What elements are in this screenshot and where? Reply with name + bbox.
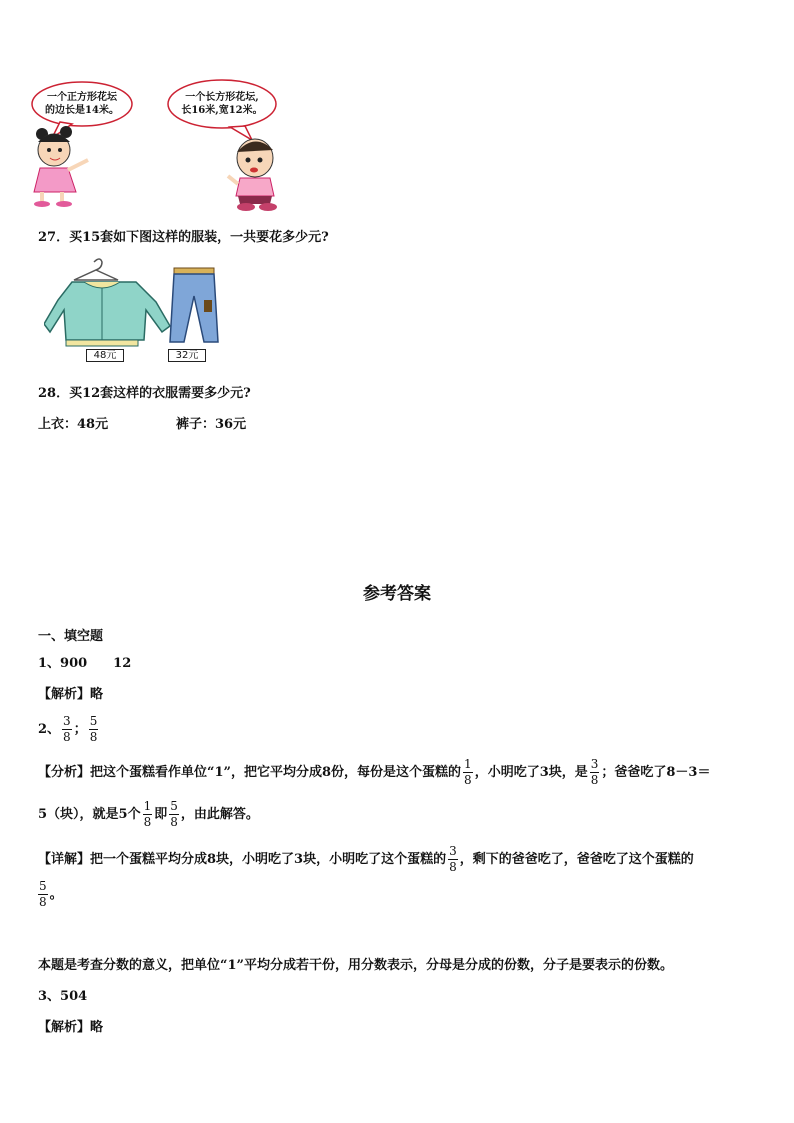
pants-icon xyxy=(170,268,218,342)
answer-2-fenxi-line-2: 5（块），就是5个 $\frac{1}{8}$ 即 $\frac{5}{8}$ ，由此解答。 xyxy=(38,799,259,830)
fraction-3-8: $\frac{3}{8}$ xyxy=(590,757,599,788)
jacket-price-tag: 48元 xyxy=(86,349,124,362)
fraction-1-8: $\frac{1}{8}$ xyxy=(464,757,472,788)
fraction-3-8: $\frac{3}{8}$ xyxy=(449,844,457,875)
girl-figure xyxy=(34,126,88,207)
answer-3-analysis: 【解析】略 xyxy=(38,1020,104,1035)
boy-speech-text xyxy=(172,91,272,117)
girl-speech-line-1: 一个正方形花坛 xyxy=(47,92,117,103)
boy-speech-line-1: 一个长方形花坛, xyxy=(185,92,259,103)
fraction-5-8: $\frac{5}{8}$ xyxy=(89,714,98,745)
answer-2 xyxy=(38,715,100,744)
answer-3: 3、504 xyxy=(38,989,88,1004)
answer-2-summary: 本题是考查分数的意义，把单位“1”平均分成若干份，用分数表示，分母是分成的份数，分子是要表示的份数。 xyxy=(38,958,674,973)
girl-speech-line-2: 的边长是14米。 xyxy=(45,105,119,116)
girl-speech-text xyxy=(36,91,128,117)
answer-2-label: 2、 xyxy=(38,722,61,738)
fraction-1-8: $\frac{1}{8}$ xyxy=(143,799,152,830)
section-fill-blank: 一、填空题 xyxy=(38,629,104,644)
answers-title: 参考答案 xyxy=(363,584,431,604)
fraction-5-8: $\frac{5}{8}$ xyxy=(39,879,47,910)
pants-price-tag: 32元 xyxy=(168,349,206,362)
clothing-illustration xyxy=(44,256,224,368)
jacket-price: 上衣：48元 xyxy=(38,417,109,432)
answer-1: 1、900 12 xyxy=(38,656,132,671)
fraction-3-8: $\frac{3}{8}$ xyxy=(63,714,71,745)
hanger-icon xyxy=(74,259,118,280)
question-28: 28．买12套这样的衣服需要多少元? xyxy=(38,386,251,401)
question-27: 27．买15套如下图这样的服装，一共要花多少元? xyxy=(38,230,329,245)
answer-2-xiangjie-line-1: 【详解】把一个蛋糕平均分成8块，小明吃了3块，小明吃了这个蛋糕的 $\frac{3}{8}$ ，剩下的爸爸吃了，爸爸吃了这个蛋糕的 xyxy=(38,844,694,875)
answer-1-analysis: 【解析】略 xyxy=(38,687,104,702)
answer-2-separator: ； xyxy=(73,722,87,738)
jacket-icon xyxy=(44,282,170,346)
fraction-5-8: $\frac{5}{8}$ xyxy=(170,799,178,830)
flowerbed-illustration xyxy=(30,76,290,216)
answer-2-fenxi-line-1: 【分析】把这个蛋糕看作单位“1”，把它平均分成8份，每份是这个蛋糕的 $\frac{1}{8}$ ，小明吃了3块，是 $\frac{3}{8}$ ；爸爸吃了8－3＝ xyxy=(38,757,711,788)
boy-figure xyxy=(228,139,277,211)
pants-price: 裤子：36元 xyxy=(176,417,247,432)
answer-2-xiangjie-line-2: $\frac{5}{8}$ 。 xyxy=(39,879,63,910)
boy-speech-line-2: 长16米,宽12米。 xyxy=(181,105,263,116)
